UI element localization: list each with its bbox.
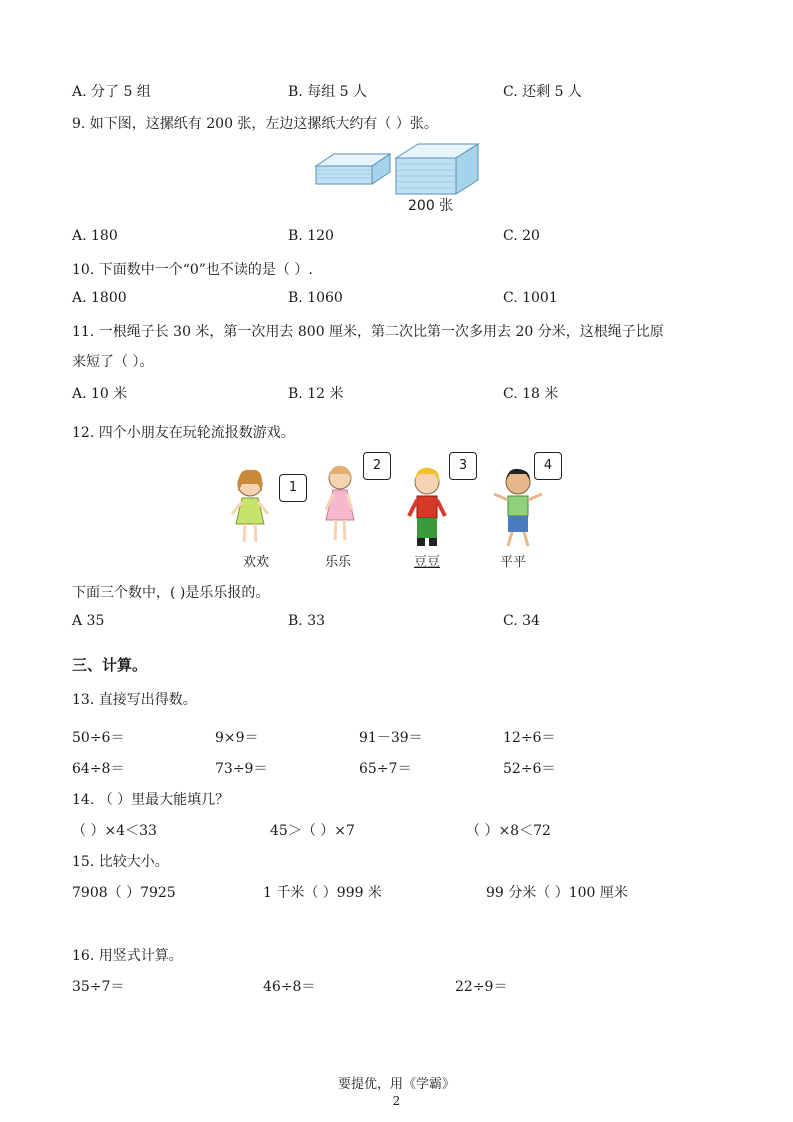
speech-bubble-1: 1 xyxy=(279,474,307,502)
page-number: 2 xyxy=(392,1094,401,1108)
q15-item: 99 分米（ ）100 厘米 xyxy=(486,885,628,901)
q16-stem: 16. 用竖式计算。 xyxy=(72,948,183,964)
q15-item: 1 千米（ ）999 米 xyxy=(263,885,382,901)
q11-option-b: B. 12 米 xyxy=(288,386,344,402)
q11-stem-line1: 11. 一根绳子长 30 米，第一次用去 800 厘米，第二次比第一次多用去 20 分米，这根绳子比原 xyxy=(72,324,664,340)
q8-option-c: C. 还剩 5 人 xyxy=(503,84,582,100)
q14-item: （ ）×8＜72 xyxy=(466,823,551,839)
q13-item: 9×9＝ xyxy=(215,730,259,746)
q8-option-a: A. 分了 5 组 xyxy=(72,84,151,100)
q9-option-b: B. 120 xyxy=(288,228,334,244)
kid-name-lele: 乐乐 xyxy=(325,555,352,570)
q12-question: 下面三个数中，( )是乐乐报的。 xyxy=(72,585,270,601)
q9-option-a: A. 180 xyxy=(72,228,118,244)
q9-option-c: C. 20 xyxy=(503,228,540,244)
q11-stem-line2: 来短了（ ）。 xyxy=(72,354,154,370)
q9-stem: 9. 如下图，这摞纸有 200 张，左边这摞纸大约有（ ）张。 xyxy=(72,116,438,132)
q11-option-c: C. 18 米 xyxy=(503,386,559,402)
girl-figure-icon xyxy=(318,462,368,552)
q12-stem: 12. 四个小朋友在玩轮流报数游戏。 xyxy=(72,425,295,441)
q10-stem: 10. 下面数中一个“0”也不读的是（ ）. xyxy=(72,262,313,278)
q12-option-b: B. 33 xyxy=(288,613,326,629)
q14-item: 45＞（ ）×7 xyxy=(270,823,355,839)
q12-option-a: A 35 xyxy=(72,613,105,629)
q13-item: 91－39＝ xyxy=(359,730,423,746)
q8-option-b: B. 每组 5 人 xyxy=(288,84,367,100)
kid-name-huanhuan: 欢欢 xyxy=(243,555,270,570)
q16-item: 46÷8＝ xyxy=(263,979,316,995)
q12-option-c: C. 34 xyxy=(503,613,540,629)
q10-option-c: C. 1001 xyxy=(503,290,558,306)
paper-stack-caption: 200 张 xyxy=(408,198,454,214)
q13-item: 12÷6＝ xyxy=(503,730,556,746)
q13-item: 64÷8＝ xyxy=(72,761,125,777)
q11-option-a: A. 10 米 xyxy=(72,386,128,402)
speech-bubble-3: 3 xyxy=(449,452,477,480)
q13-item: 52÷6＝ xyxy=(503,761,556,777)
q10-option-b: B. 1060 xyxy=(288,290,343,306)
kid-name-doudou: 豆豆 xyxy=(414,555,441,570)
q15-item: 7908（ ）7925 xyxy=(72,885,176,901)
paper-stacks-illustration xyxy=(312,140,482,204)
section-heading-calculation: 三、计算。 xyxy=(72,656,148,674)
q15-stem: 15. 比较大小。 xyxy=(72,854,169,870)
q13-stem: 13. 直接写出得数。 xyxy=(72,692,197,708)
speech-bubble-2: 2 xyxy=(363,452,391,480)
kid-name-pingping: 平平 xyxy=(500,555,527,570)
q10-option-a: A. 1800 xyxy=(72,290,127,306)
q16-item: 35÷7＝ xyxy=(72,979,125,995)
q13-item: 73÷9＝ xyxy=(215,761,268,777)
q13-item: 65÷7＝ xyxy=(359,761,412,777)
q14-item: （ ）×4＜33 xyxy=(72,823,157,839)
q13-item: 50÷6＝ xyxy=(72,730,125,746)
q16-item: 22÷9＝ xyxy=(455,979,508,995)
footer-slogan: 要提优，用《学霸》 xyxy=(337,1077,455,1092)
q14-stem: 14. （ ）里最大能填几？ xyxy=(72,792,230,808)
boy-figure-icon xyxy=(403,466,453,552)
speech-bubble-4: 4 xyxy=(534,452,562,480)
